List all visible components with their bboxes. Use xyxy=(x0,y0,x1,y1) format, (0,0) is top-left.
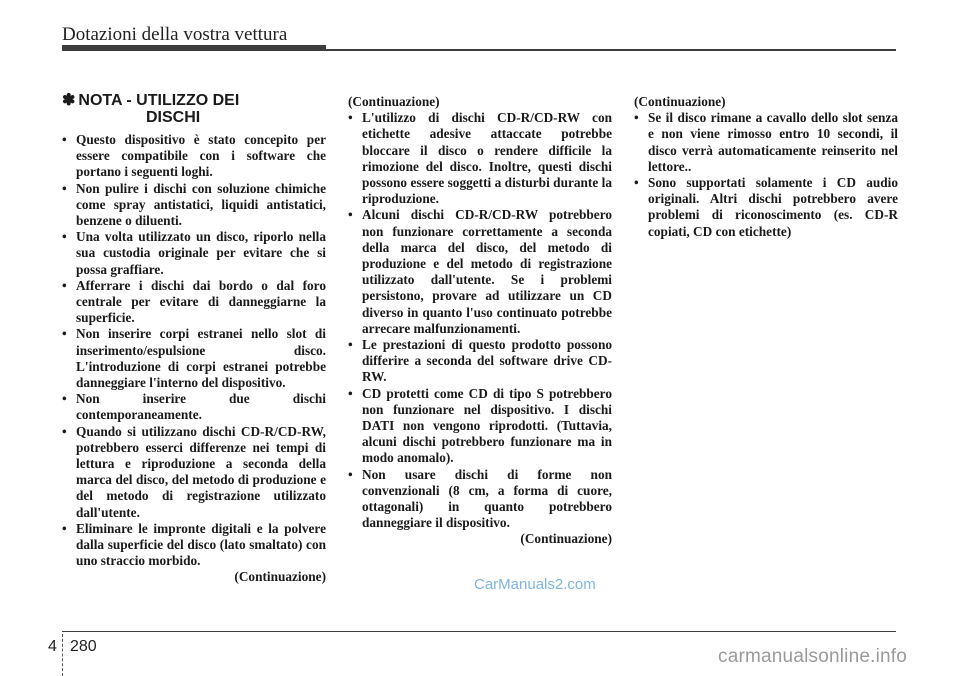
bullet-icon: • xyxy=(62,132,67,147)
note-list-col2 xyxy=(348,110,612,531)
list-item: • Non usare dischi di forme non convenzionali (8 cm, a forma di cuore, ottagonali) in quanto potrebbero danneggiare il dispositivo. xyxy=(348,466,612,531)
continued-top-label: (Continuazione) xyxy=(634,94,726,109)
header-rule-thick xyxy=(62,45,326,51)
page-separator xyxy=(62,634,63,676)
bullet-icon: • xyxy=(62,423,67,439)
note-title-line1: NOTA - UTILIZZO DEI xyxy=(78,92,240,109)
note-list-col3 xyxy=(634,110,898,240)
continued-label: (Continuazione) xyxy=(234,569,326,585)
bullet-icon: • xyxy=(348,466,353,482)
list-item: • Non pulire i dischi con soluzione chimiche come spray antistatici, liquidi antistatici, benzene o diluenti. xyxy=(62,180,326,229)
list-item: • Le prestazioni di questo prodotto possono differire a seconda del software drive CD-RW. xyxy=(348,337,612,385)
continued-label: (Continuazione) xyxy=(520,531,612,547)
list-item: • Sono supportati solamente i CD audio originali. Altri dischi potrebbero avere problemi di riconoscimento (es. CD-R copiati, CD con etichette) xyxy=(634,175,898,239)
note-list-col1 xyxy=(62,132,326,569)
note-title-line2: DISCHI xyxy=(146,109,201,126)
continued-top-label: (Continuazione) xyxy=(348,94,440,109)
watermark-link[interactable]: CarManuals2.com xyxy=(474,576,596,593)
bullet-icon: • xyxy=(62,229,67,245)
bullet-icon: • xyxy=(634,175,639,191)
list-item: • CD protetti come CD di tipo S potrebbero non funzionare nel dispositivo. I dischi DATI non vengono riprodotti. (Tuttavia, alcuni dischi potrebbero funzionare ma in modo anomalo). xyxy=(348,385,612,466)
footer-rule xyxy=(62,631,896,632)
bullet-icon: • xyxy=(62,180,67,196)
column-2 xyxy=(348,94,612,548)
list-item: • Questo dispositivo è stato concepito per essere compatibile con i software che portano i seguenti loghi. xyxy=(62,132,326,180)
list-item: • Non inserire due dischi contemporaneamente. xyxy=(62,391,326,423)
section-title: Dotazioni della vostra vettura xyxy=(62,24,288,45)
header-rule-thin xyxy=(326,49,896,51)
list-item: • Afferrare i dischi dai bordo o dal foro centrale per evitare di danneggiarne la superficie. xyxy=(62,277,326,326)
bullet-icon: • xyxy=(62,326,67,342)
bullet-icon: • xyxy=(348,385,353,401)
list-item: • Una volta utilizzato un disco, riporlo nella sua custodia originale per evitare che si possa graffiare. xyxy=(62,229,326,277)
bullet-icon: • xyxy=(348,110,353,126)
bullet-icon: • xyxy=(62,520,67,536)
bullet-icon: • xyxy=(348,337,353,353)
column-1 xyxy=(62,92,326,586)
list-item: • Non inserire corpi estranei nello slot di inserimento/espulsione disco. L'introduzione di corpi estranei potrebbe danneggiare l'interno del dispositivo. xyxy=(62,326,326,391)
page-number: 280 xyxy=(70,638,97,655)
list-item: • Eliminare le impronte digitali e la polvere dalla superficie del disco (lato smaltato) con uno straccio morbido. xyxy=(62,520,326,569)
chapter-number: 4 xyxy=(48,638,57,655)
note-heading xyxy=(62,92,326,126)
note-star-icon: ✽ xyxy=(62,92,76,109)
bullet-icon: • xyxy=(62,277,67,293)
bullet-icon: • xyxy=(348,207,353,223)
column-3 xyxy=(634,94,898,240)
bullet-icon: • xyxy=(62,391,67,407)
list-item: • L'utilizzo di dischi CD-R/CD-RW con etichette adesive attaccate potrebbe bloccare il disco o rendere difficile la rimozione del disco. Inoltre, questi dischi possono essere soggetti a disturbi durante la riproduzione. xyxy=(348,110,612,207)
list-item: • Quando si utilizzano dischi CD-R/CD-RW, potrebbero esserci differenze nei tempi di lettura e riproduzione a seconda della marca del disco, del metodo di produzione e del metodo di registrazione utilizzato dall'utente. xyxy=(62,423,326,520)
list-item: • Alcuni dischi CD-R/CD-RW potrebbero non funzionare correttamente a seconda della marca del disco, del metodo di produzione e del metodo di registrazione utilizzato dall'utente. Se i problemi persistono, provare ad utilizzare un CD diverso in quanto l'uso continuato potrebbe arrecare malfunzionamenti. xyxy=(348,207,612,336)
bullet-icon: • xyxy=(634,110,639,126)
footer-site-link[interactable]: carmanualsonline.info xyxy=(718,646,908,667)
list-item: • Se il disco rimane a cavallo dello slot senza e non viene rimosso entro 10 secondi, il disco verrà automaticamente reinserito nel lettore.. xyxy=(634,110,898,174)
